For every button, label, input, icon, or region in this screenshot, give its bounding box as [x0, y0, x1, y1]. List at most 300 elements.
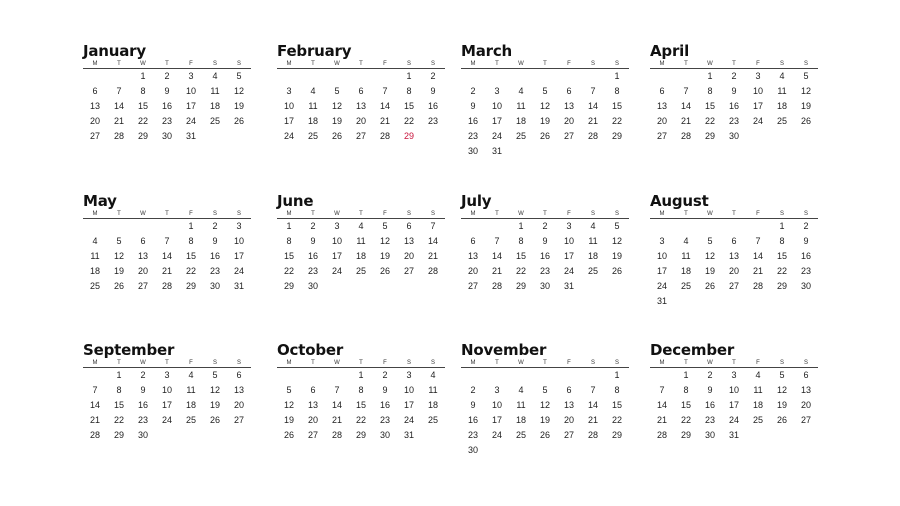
day-cell: 30 — [467, 445, 478, 455]
weekday-label: M — [286, 211, 292, 217]
day-cell: 22 — [704, 116, 715, 126]
week-row — [650, 84, 818, 99]
day-cell: 28 — [113, 131, 124, 141]
week-row — [83, 129, 251, 144]
day-cell: 12 — [539, 400, 550, 410]
day-cell: 7 — [116, 86, 122, 96]
day-cell: 27 — [89, 131, 100, 141]
day-cell: 17 — [563, 251, 574, 261]
weekday-label: T — [311, 211, 315, 217]
day-cell: 23 — [800, 266, 811, 276]
day-cell — [746, 294, 770, 309]
day-cell: 11 — [428, 385, 438, 395]
day-cell: 31 — [656, 296, 667, 306]
weekday-label: T — [117, 360, 121, 366]
week-row — [83, 69, 251, 84]
day-cell: 2 — [707, 370, 713, 380]
day-cell: 27 — [403, 266, 414, 276]
weekday-label: F — [567, 360, 571, 366]
day-cell: 12 — [209, 385, 220, 395]
day-cell: 21 — [656, 415, 667, 425]
day-cell: 7 — [755, 236, 761, 246]
weekday-label: S — [406, 360, 411, 366]
day-cell: 13 — [800, 385, 811, 395]
day-cell: 1 — [707, 71, 713, 81]
week-row — [650, 428, 818, 443]
day-cell: 11 — [210, 86, 220, 96]
day-cell — [461, 219, 485, 234]
day-cell: 4 — [310, 86, 316, 96]
day-cell — [722, 294, 746, 309]
day-cell: 18 — [427, 400, 438, 410]
weekday-label: F — [567, 211, 571, 217]
day-cell: 6 — [236, 370, 242, 380]
month-title: November — [461, 341, 547, 359]
month-october — [277, 342, 445, 443]
day-cell: 12 — [800, 86, 811, 96]
day-cell: 1 — [518, 221, 524, 231]
day-cell: 26 — [209, 415, 220, 425]
day-cell: 16 — [137, 400, 148, 410]
day-cell — [794, 428, 818, 443]
week-row — [650, 398, 818, 413]
day-cell: 15 — [403, 101, 414, 111]
day-cell: 20 — [355, 116, 366, 126]
day-cell: 20 — [403, 251, 414, 261]
day-cell: 30 — [161, 131, 172, 141]
day-cell: 3 — [334, 221, 340, 231]
weekday-label: S — [614, 61, 619, 67]
month-june — [277, 193, 445, 294]
week-row — [461, 99, 629, 114]
weekday-label: T — [117, 211, 121, 217]
weekday-label: T — [543, 360, 547, 366]
day-cell — [674, 69, 698, 84]
week-row — [83, 99, 251, 114]
day-cell — [485, 219, 509, 234]
day-cell: 5 — [542, 86, 548, 96]
day-cell: 17 — [491, 116, 502, 126]
day-cell: 15 — [137, 101, 148, 111]
weekday-header — [277, 360, 445, 367]
day-cell: 4 — [518, 385, 524, 395]
day-cell: 9 — [470, 101, 476, 111]
weekday-label: S — [236, 360, 241, 366]
week-row — [277, 219, 445, 234]
day-cell — [557, 69, 581, 84]
day-cell — [557, 443, 581, 458]
day-cell: 8 — [614, 385, 620, 395]
weekday-label: S — [236, 61, 241, 67]
day-cell: 3 — [286, 86, 292, 96]
day-cell: 20 — [467, 266, 478, 276]
day-cell: 24 — [491, 430, 502, 440]
day-cell: 23 — [427, 116, 438, 126]
weekday-label: T — [495, 211, 499, 217]
day-cell: 1 — [779, 221, 785, 231]
day-cell: 16 — [467, 415, 478, 425]
weekday-label: T — [165, 211, 169, 217]
day-cell: 24 — [491, 131, 502, 141]
month-title: August — [650, 192, 709, 210]
week-row — [277, 383, 445, 398]
day-cell — [461, 368, 485, 383]
day-cell: 13 — [467, 251, 478, 261]
day-cell: 30 — [728, 131, 739, 141]
week-row — [83, 413, 251, 428]
day-cell: 19 — [776, 400, 787, 410]
day-cell: 19 — [539, 116, 550, 126]
weekday-label: W — [707, 61, 713, 67]
day-cell: 26 — [611, 266, 622, 276]
week-row — [83, 234, 251, 249]
day-cell: 20 — [89, 116, 100, 126]
day-cell: 4 — [92, 236, 98, 246]
day-cell: 4 — [779, 71, 785, 81]
day-cell: 17 — [403, 400, 414, 410]
weekday-label: F — [189, 61, 193, 67]
weekday-label: T — [732, 360, 736, 366]
weekday-label: S — [406, 61, 411, 67]
weekday-label: M — [92, 360, 98, 366]
day-cell: 18 — [776, 101, 787, 111]
day-cell: 13 — [656, 101, 667, 111]
week-row — [461, 114, 629, 129]
day-cell: 2 — [470, 86, 476, 96]
day-cell — [509, 368, 533, 383]
day-cell: 25 — [427, 415, 438, 425]
day-cell — [203, 428, 227, 443]
day-cell: 1 — [140, 71, 146, 81]
day-cell: 7 — [430, 221, 436, 231]
day-cell: 25 — [515, 430, 526, 440]
day-cell: 6 — [659, 86, 665, 96]
day-cell: 20 — [563, 415, 574, 425]
day-cell: 14 — [427, 236, 438, 246]
day-cell: 18 — [185, 400, 196, 410]
week-row — [650, 99, 818, 114]
day-cell: 15 — [283, 251, 294, 261]
day-cell: 22 — [680, 415, 691, 425]
day-cell: 19 — [379, 251, 390, 261]
weekday-label: W — [518, 61, 524, 67]
month-january — [83, 43, 251, 144]
day-cell: 13 — [355, 101, 366, 111]
day-cell: 28 — [587, 131, 598, 141]
week-row — [650, 129, 818, 144]
day-cell: 1 — [406, 71, 412, 81]
week-row — [277, 129, 445, 144]
day-cell: 25 — [307, 131, 318, 141]
day-cell — [421, 129, 445, 144]
day-cell: 11 — [516, 400, 526, 410]
day-cell: 25 — [587, 266, 598, 276]
day-cell: 16 — [704, 400, 715, 410]
day-cell — [203, 129, 227, 144]
day-cell: 20 — [233, 400, 244, 410]
weekday-header — [277, 211, 445, 218]
weekday-label: S — [803, 211, 808, 217]
weekday-label: S — [779, 211, 784, 217]
day-cell: 2 — [803, 221, 809, 231]
day-cell: 19 — [283, 415, 294, 425]
day-cell: 10 — [185, 86, 196, 96]
week-row — [277, 99, 445, 114]
week-row — [83, 428, 251, 443]
day-cell — [533, 443, 557, 458]
day-cell: 10 — [331, 236, 342, 246]
day-cell: 7 — [590, 385, 596, 395]
day-cell: 5 — [779, 370, 785, 380]
day-cell — [373, 279, 397, 294]
day-cell — [605, 144, 629, 159]
day-cell: 18 — [515, 415, 526, 425]
month-may — [83, 193, 251, 294]
day-cell: 2 — [212, 221, 218, 231]
day-cell: 21 — [680, 116, 691, 126]
day-cell: 9 — [731, 86, 737, 96]
day-cell: 29 — [611, 131, 622, 141]
day-cell — [746, 129, 770, 144]
day-cell: 21 — [113, 116, 124, 126]
day-cell: 14 — [656, 400, 667, 410]
day-cell-highlighted: 29 — [403, 131, 414, 141]
weekday-label: T — [684, 360, 688, 366]
weekday-label: W — [707, 360, 713, 366]
day-cell: 15 — [185, 251, 196, 261]
day-cell — [770, 294, 794, 309]
day-cell: 26 — [379, 266, 390, 276]
weekday-label: T — [684, 61, 688, 67]
day-cell — [155, 219, 179, 234]
month-title: April — [650, 42, 690, 60]
day-cell: 6 — [566, 86, 572, 96]
day-cell: 3 — [566, 221, 572, 231]
day-cell: 10 — [563, 236, 574, 246]
day-cell: 30 — [379, 430, 390, 440]
day-cell — [485, 368, 509, 383]
weekday-label: S — [212, 211, 217, 217]
day-cell: 12 — [379, 236, 390, 246]
day-cell: 15 — [680, 400, 691, 410]
weekday-label: W — [334, 211, 340, 217]
day-cell: 19 — [611, 251, 622, 261]
week-row — [277, 249, 445, 264]
weekday-label: M — [470, 360, 476, 366]
day-cell: 30 — [307, 281, 318, 291]
day-cell: 4 — [188, 370, 194, 380]
day-cell: 27 — [307, 430, 318, 440]
day-cell: 30 — [137, 430, 148, 440]
weekday-label: F — [383, 211, 387, 217]
day-cell: 23 — [161, 116, 172, 126]
day-cell: 16 — [209, 251, 220, 261]
weekday-label: F — [189, 360, 193, 366]
day-cell — [581, 368, 605, 383]
day-cell: 21 — [587, 116, 598, 126]
month-title: March — [461, 42, 513, 60]
weekday-label: T — [684, 211, 688, 217]
weekday-label: S — [590, 211, 595, 217]
day-cell: 24 — [656, 281, 667, 291]
day-cell: 28 — [427, 266, 438, 276]
day-cell: 27 — [233, 415, 244, 425]
day-cell — [650, 368, 674, 383]
weekday-label: W — [334, 360, 340, 366]
day-cell — [533, 69, 557, 84]
day-cell: 11 — [308, 101, 318, 111]
week-row — [650, 264, 818, 279]
day-cell: 29 — [283, 281, 294, 291]
day-cell: 27 — [563, 430, 574, 440]
day-cell: 17 — [233, 251, 244, 261]
day-cell: 4 — [590, 221, 596, 231]
day-cell: 27 — [800, 415, 811, 425]
day-cell: 1 — [286, 221, 292, 231]
day-cell: 3 — [188, 71, 194, 81]
weekday-label: S — [590, 360, 595, 366]
day-cell: 14 — [680, 101, 691, 111]
weekday-label: M — [470, 211, 476, 217]
day-cell: 7 — [382, 86, 388, 96]
day-cell: 10 — [283, 101, 294, 111]
day-cell: 3 — [731, 370, 737, 380]
month-february — [277, 43, 445, 144]
day-cell: 18 — [515, 116, 526, 126]
week-row — [461, 443, 629, 458]
week-row — [461, 279, 629, 294]
day-cell: 1 — [683, 370, 689, 380]
day-cell: 24 — [563, 266, 574, 276]
month-march — [461, 43, 629, 159]
week-row — [277, 264, 445, 279]
day-cell: 26 — [800, 116, 811, 126]
day-cell: 23 — [467, 430, 478, 440]
day-cell — [581, 279, 605, 294]
day-cell: 26 — [113, 281, 124, 291]
day-cell: 13 — [137, 251, 148, 261]
day-cell: 14 — [491, 251, 502, 261]
week-row — [461, 84, 629, 99]
day-cell: 15 — [515, 251, 526, 261]
day-cell: 29 — [776, 281, 787, 291]
week-row — [461, 129, 629, 144]
day-cell: 15 — [355, 400, 366, 410]
day-cell: 2 — [310, 221, 316, 231]
weekday-label: W — [140, 61, 146, 67]
week-row — [277, 69, 445, 84]
week-row — [277, 368, 445, 383]
month-title: October — [277, 341, 344, 359]
day-cell: 6 — [566, 385, 572, 395]
day-cell: 25 — [209, 116, 220, 126]
day-cell: 22 — [515, 266, 526, 276]
day-cell: 20 — [137, 266, 148, 276]
day-cell — [485, 69, 509, 84]
day-cell: 22 — [185, 266, 196, 276]
weekday-label: F — [756, 211, 760, 217]
month-september — [83, 342, 251, 443]
day-cell: 25 — [515, 131, 526, 141]
weekday-label: S — [430, 61, 435, 67]
day-cell: 14 — [89, 400, 100, 410]
day-cell: 8 — [116, 385, 122, 395]
month-april — [650, 43, 818, 144]
day-cell: 14 — [331, 400, 342, 410]
day-cell: 27 — [563, 131, 574, 141]
weekday-header — [83, 211, 251, 218]
day-cell: 5 — [614, 221, 620, 231]
day-cell: 18 — [209, 101, 220, 111]
day-cell: 20 — [800, 400, 811, 410]
day-cell — [83, 368, 107, 383]
day-cell: 6 — [731, 236, 737, 246]
day-cell: 17 — [161, 400, 172, 410]
weekday-label: S — [236, 211, 241, 217]
day-cell: 27 — [656, 131, 667, 141]
day-cell: 23 — [307, 266, 318, 276]
day-cell: 3 — [164, 370, 170, 380]
day-cell: 9 — [212, 236, 218, 246]
day-cell: 12 — [283, 400, 294, 410]
day-cell — [397, 279, 421, 294]
day-cell: 8 — [286, 236, 292, 246]
day-cell: 24 — [403, 415, 414, 425]
day-cell: 3 — [406, 370, 412, 380]
weekday-header — [650, 61, 818, 68]
week-row — [461, 413, 629, 428]
day-cell: 8 — [707, 86, 713, 96]
month-title: July — [461, 192, 492, 210]
day-cell: 7 — [683, 86, 689, 96]
day-cell: 18 — [307, 116, 318, 126]
day-cell: 2 — [731, 71, 737, 81]
day-cell: 10 — [491, 101, 502, 111]
day-cell: 15 — [611, 101, 622, 111]
day-cell: 6 — [470, 236, 476, 246]
day-cell: 28 — [752, 281, 763, 291]
week-row — [83, 398, 251, 413]
day-cell: 16 — [467, 116, 478, 126]
day-cell: 10 — [491, 400, 502, 410]
day-cell: 12 — [331, 101, 342, 111]
weekday-header — [650, 360, 818, 367]
day-cell: 9 — [140, 385, 146, 395]
day-cell: 22 — [113, 415, 124, 425]
weekday-label: M — [659, 61, 665, 67]
weekday-label: S — [614, 360, 619, 366]
day-cell: 6 — [92, 86, 98, 96]
day-cell: 23 — [379, 415, 390, 425]
day-cell — [698, 219, 722, 234]
day-cell: 9 — [430, 86, 436, 96]
day-cell: 7 — [494, 236, 500, 246]
day-cell — [509, 144, 533, 159]
weekday-label: T — [117, 61, 121, 67]
day-cell: 6 — [140, 236, 146, 246]
week-row — [83, 279, 251, 294]
day-cell: 13 — [403, 236, 414, 246]
week-row — [461, 398, 629, 413]
weekday-label: T — [311, 360, 315, 366]
day-cell: 22 — [611, 415, 622, 425]
day-cell: 17 — [491, 415, 502, 425]
day-cell: 17 — [185, 101, 196, 111]
day-cell: 12 — [233, 86, 244, 96]
day-cell: 13 — [563, 400, 574, 410]
day-cell: 24 — [752, 116, 763, 126]
day-cell: 15 — [704, 101, 715, 111]
